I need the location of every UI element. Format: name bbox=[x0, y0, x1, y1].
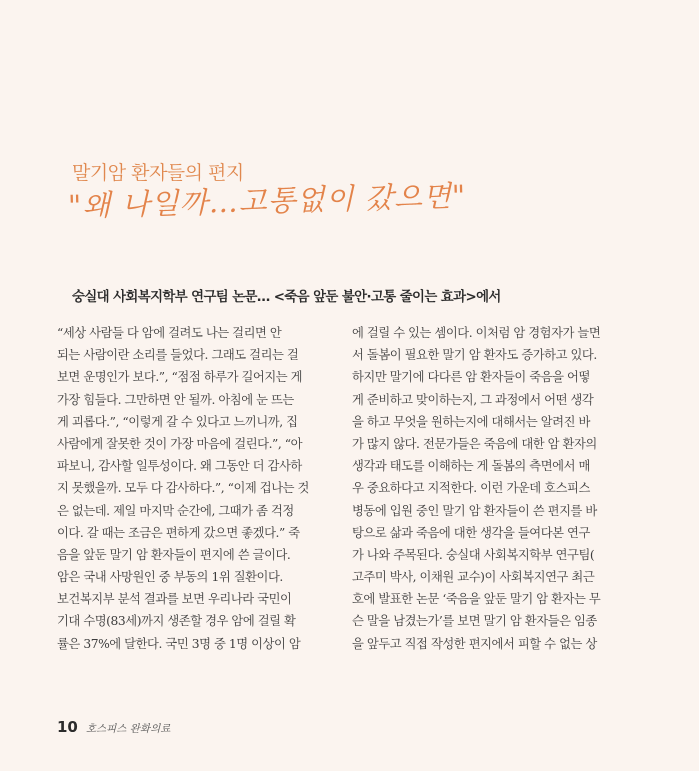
body-line: 을 앞두고 직접 작성한 편지에서 피할 수 없는 상 bbox=[352, 636, 597, 651]
body-line: 은 없는데. 제일 마지막 순간에, 그때가 좀 걱정 bbox=[57, 503, 294, 518]
body-line: 호에 발표한 논문 ‘죽음을 앞둔 말기 암 환자는 무 bbox=[352, 592, 601, 607]
body-line: 가장 힘들다. 그만하면 안 될까. 아침에 눈 뜨는 bbox=[57, 392, 294, 407]
body-column-right bbox=[352, 322, 622, 655]
body-line: “세상 사람들 다 암에 걸려도 나는 걸리면 안 bbox=[57, 326, 282, 340]
body-line: 생각과 태도를 이해하는 게 돌봄의 측면에서 매 bbox=[352, 459, 590, 474]
body-line: 보면 운명인가 보다.”, “점점 하루가 길어지는 게 bbox=[57, 370, 303, 385]
body-line: 가 나와 주목된다. 숭실대 사회복지학부 연구팀( bbox=[352, 547, 595, 562]
body-line: 파보니, 감사할 일투성이다. 왜 그동안 더 감사하 bbox=[57, 459, 302, 474]
body-line: 가 많지 않다. 전문가들은 죽음에 대한 암 환자의 bbox=[352, 436, 597, 451]
article-headline: "왜 나일까…고통없이 갔으면" bbox=[67, 178, 467, 223]
body-line: 암은 국내 사망원인 중 부동의 1위 질환이다. bbox=[57, 570, 283, 585]
body-line: 게 괴롭다.”, “이렇게 갈 수 있다고 느끼니까, 집 bbox=[57, 414, 298, 429]
body-line: 보건복지부 분석 결과를 보면 우리나라 국민이 bbox=[57, 592, 292, 607]
publication-label: 호스피스 완화의료 bbox=[85, 723, 171, 735]
page-number: 10 bbox=[57, 718, 78, 736]
body-line: 슨 말을 남겼는가’를 보면 말기 암 환자들은 임종 bbox=[352, 614, 597, 629]
body-line: 지 못했을까. 모두 다 감사하다.”, “이제 겁나는 것 bbox=[57, 481, 309, 496]
body-line: 기대 수명(83세)까지 생존할 경우 암에 걸릴 확 bbox=[57, 614, 296, 629]
column-gutter bbox=[339, 322, 340, 612]
body-line: 음을 앞둔 말기 암 환자들이 편지에 쓴 글이다. bbox=[57, 547, 291, 562]
article-kicker: 말기암 환자들의 편지 bbox=[72, 162, 244, 184]
body-line: 우 중요하다고 지적한다. 이런 가운데 호스피스 bbox=[352, 481, 590, 496]
body-line: 이다. 갈 때는 조금은 편하게 갔으면 좋겠다.” 죽 bbox=[57, 525, 300, 540]
body-line: 하지만 말기에 다다른 암 환자들이 죽음을 어떻 bbox=[352, 370, 590, 385]
body-column-left bbox=[57, 322, 327, 655]
body-line: 에 걸릴 수 있는 셈이다. 이처럼 암 경험자가 늘면 bbox=[352, 326, 601, 340]
body-line: 게 준비하고 맞이하는지, 그 과정에서 어떤 생각 bbox=[352, 392, 594, 407]
article-subhead: 숭실대 사회복지학부 연구팀 논문… <죽음 앞둔 불안·고통 줄이는 효과>에서 bbox=[72, 290, 501, 305]
body-line: 률은 37%에 달한다. 국민 3명 중 1명 이상이 암 bbox=[57, 636, 301, 651]
body-line: 을 하고 무엇을 원하는지에 대해서는 알려진 바 bbox=[352, 414, 590, 429]
body-line: 고주미 박사, 이채원 교수)이 사회복지연구 최근 bbox=[352, 570, 595, 585]
body-line: 되는 사람이란 소리를 들었다. 그래도 걸리는 걸 bbox=[57, 348, 299, 363]
body-line: 사람에게 잘못한 것이 가장 마음에 걸린다.”, “아 bbox=[57, 436, 303, 451]
page-footer bbox=[57, 718, 170, 740]
body-line: 탕으로 삶과 죽음에 대한 생각을 들여다본 연구 bbox=[352, 525, 590, 540]
body-line: 서 돌봄이 필요한 말기 암 환자도 증가하고 있다. bbox=[352, 348, 597, 363]
body-line: 병동에 입원 중인 말기 암 환자들이 쓴 편지를 바 bbox=[352, 503, 597, 518]
